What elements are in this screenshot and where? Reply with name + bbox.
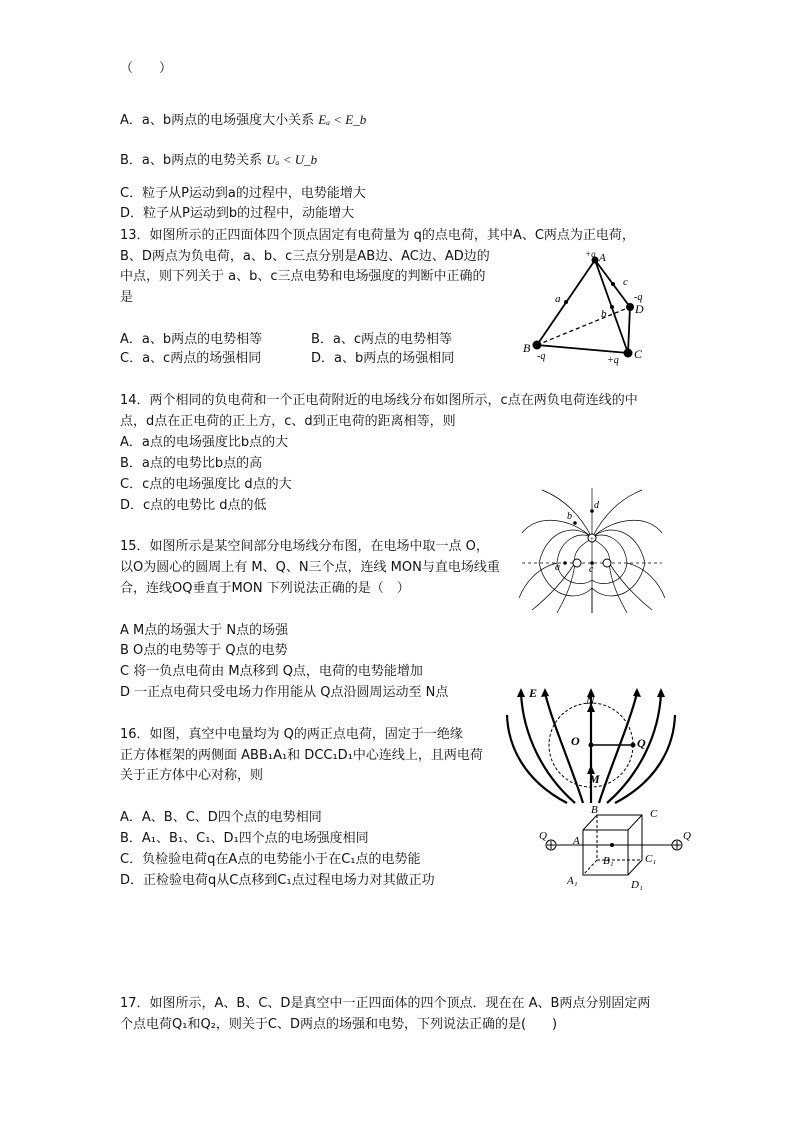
q13-stem-line4: 是 [120,290,134,305]
q13-stem-line1: 13．如图所示的正四面体四个顶点固定有电荷量为 q的点电荷，其中A、C两点为正电荷， [120,228,635,243]
q14-label-b: b [567,511,572,522]
q12-option-d: D．粒子从P运动到b的过程中，动能增大 [120,206,355,221]
q16-label-A: A [573,835,580,847]
q12-option-b-math: Uₐ < U_b [266,152,318,167]
q17-stem-line2: 个点电荷Q₁和Q₂，则关于C、D两点的场强和电势，下列说法正确的是( ) [120,1017,558,1032]
q13-label-qd: -q [634,292,643,303]
q16-label-B1: B₁ [603,855,614,867]
q15-label-O: O [571,734,580,748]
q15-label-M: M [589,772,600,786]
q13-label-C: C [634,347,643,361]
q13-label-B: B [523,341,531,355]
q13-stem-line2: B、D两点为负电荷，a、b、c三点分别是AB边、AC边、AD边的 [120,249,490,264]
q16-stem-line2: 正方体框架的两侧面 ABB₁A₁和 DCC₁D₁中心连线上，且两电荷 [120,748,483,763]
q14-option-a: A．a点的电场强度比b点的大 [120,435,289,450]
q12-option-a-text: A．a、b两点的电场强度大小关系 [120,113,315,128]
q16-label-D1: D₁ [631,879,643,891]
q14-option-d: D．c点的电势比 d点的低 [120,498,267,513]
q13-label-D: D [635,302,644,316]
q13-charge-d [626,303,634,311]
q16-stem-line1: 16．如图，真空中电量均为 Q的两正点电荷，固定于一绝缘 [120,727,463,742]
q12-option-c: C．粒子从P运动到a的过程中，电势能增大 [120,186,366,201]
q15-label-Q: Q [637,736,646,750]
q16-label-q-right: Q [683,830,691,842]
q15-stem-line2: 以O为圆心的圆周上有 M、Q、N三个点，连线 MON与直电场线重 [120,560,500,575]
q15-option-b: B O点的电势等于 Q点的电势 [120,643,288,658]
q13-label-A: A [599,252,606,264]
q13-stem-line3: 中点，则下列关于 a、b、c三点电势和电场强度的判断中正确的 [120,269,486,284]
svg-text:+: + [589,535,595,543]
q16-option-b: B．A₁、B₁、C₁、D₁四个点的电场强度相同 [120,831,369,846]
q16-label-C: C [650,808,658,820]
q16-label-C1: C₁ [645,853,657,865]
q14-label-c: c [589,564,594,575]
q13-label-qc: +q [607,355,619,366]
q16-label-B: B [591,804,598,816]
q13-option-b: B．a、c两点的电势相等 [311,332,453,347]
q16-option-d: D．正检验电荷q从C点移到C₁点过程电场力对其做正功 [120,873,435,888]
q15-option-d: D 一正点电荷只受电场力作用能从 Q点沿圆周运动至 N点 [120,685,449,700]
q14-option-c: C．c点的电场强度比 d点的大 [120,477,292,492]
q14-stem-line2: 点，d点在正电荷的正上方，c、d到正电荷的距离相等，则 [120,414,456,429]
q13-charge-b [533,341,542,350]
answer-paren: （ ） [120,61,173,76]
q14-stem-line1: 14．两个相同的负电荷和一个正电荷附近的电场线分布如图所示，c点在两负电荷连线的中 [120,393,638,408]
q15-label-N: N [586,693,595,707]
q14-label-a: a [555,562,560,573]
q16-option-c: C．负检验电荷q在A点的电势能小于在C₁点的电势能 [120,852,421,867]
q13-charge-c [624,349,633,358]
q12-option-a-math: Eₐ < E_b [318,112,367,127]
q15-stem-line3: 合，连线OQ垂直于MON 下列说法正确的是（ ） [120,581,410,596]
q13-label-a: a [555,293,561,305]
q13-label-b: b [601,308,607,320]
q13-label-c: c [623,276,628,288]
q14-option-b: B．a点的电势比b点的高 [120,456,263,471]
q17-stem-line1: 17．如图所示，A、B、C、D是真空中一正四面体的四个顶点．现在在 A、B两点分别固定两 [120,996,651,1011]
q12-option-b [120,151,317,169]
q16-label-A1: A₁ [567,875,578,887]
q14-label-d: d [594,500,599,511]
q13-label-qb: -q [537,351,546,362]
q13-label-qa: +q [585,249,596,259]
q14-field-lines-figure [517,488,667,613]
q13-option-c: C．a、c两点的场强相同 [120,351,262,366]
q12-option-b-text: B．a、b两点的电势关系 [120,153,263,168]
q16-label-q-left: Q [539,830,547,842]
q15-option-a: A M点的场强大于 N点的场强 [120,623,289,638]
q16-cube-figure [535,803,695,895]
q13-tetrahedron-figure [515,245,655,370]
q16-stem-line3: 关于正方体中心对称，则 [120,768,264,783]
q13-option-d: D．a、b两点的场强相同 [311,351,455,366]
q16-option-a: A．A、B、C、D四个点的电势相同 [120,810,322,825]
q15-field-figure [503,685,678,805]
q14-negative-charge-left [573,559,581,567]
q14-negative-charge-right [603,559,611,567]
q15-stem-line1: 15．如图所示是某空间部分电场线分布图，在电场中取一点 O， [120,539,489,554]
q15-option-c: C 将一负点电荷由 M点移到 Q点，电荷的电势能增加 [120,664,423,679]
q13-option-a: A．a、b两点的电势相等 [120,332,263,347]
q12-option-a [120,111,366,129]
q15-label-E: E [529,686,538,700]
